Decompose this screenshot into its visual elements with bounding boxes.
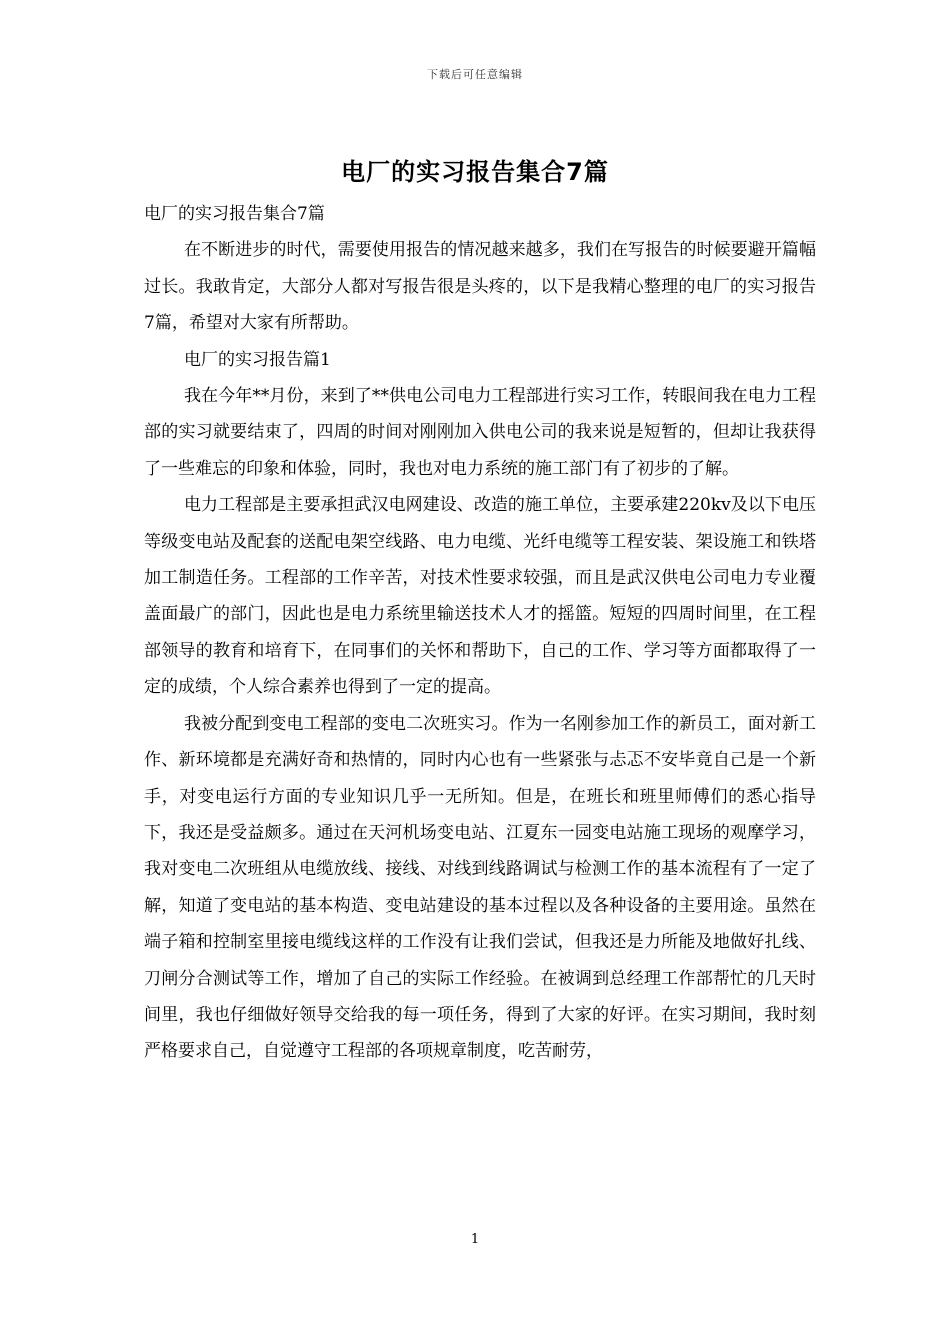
document-title: 电厂的实习报告集合7篇 [341,158,609,186]
paragraph: 电力工程部是主要承担武汉电网建设、改造的施工单位，主要承建220kv及以下电压等级变电站及配套的送配电架空线路、电力电缆、光纤电缆等工程安装、架设施工和铁塔加工制造任务。工程部的工作辛苦，对技术性要求较强，而且是武汉供电公司电力专业覆盖面最广的部门，因此也是电力系统里输送技术人才的摇篮。短短的四周时间里，在工程部领导的教育和培育下，在同事们的关怀和帮助下，自己的工作、学习等方面都取得了一定的成绩，个人综合素养也得到了一定的提高。 [144,495,816,698]
page-number: 1 [470,1232,480,1247]
paragraph-subtitle: 电厂的实习报告集合7篇 [144,204,325,224]
paragraph-section-heading: 电厂的实习报告篇1 [184,349,331,370]
paragraph: 我在今年**月份，来到了**供电公司电力工程部进行实习工作，转眼间我在电力工程部的实习就要结束了，四周的时间对刚刚加入供电公司的我来说是短暂的，但却让我获得了一些难忘的印象和体验，同时，我也对电力系统的施工部门有了初步的了解。 [144,386,816,479]
paragraph: 我被分配到变电工程部的变电二次班实习。作为一名刚参加工作的新员工，面对新工作、新环境都是充满好奇和热情的，同时内心也有一些紧张与忐忑不安毕竟自己是一个新手，对变电运行方面的专业知识几乎一无所知。但是，在班长和班里师傅们的悉心指导下，我还是受益颇多。通过在天河机场变电站、江夏东一园变电站施工现场的观摩学习，我对变电二次班组从电缆放线、接线、对线到线路调试与检测工作的基本流程有了一定了解，知道了变电站的基本构造、变电站建设的基本过程以及各种设备的主要用途。虽然在端子箱和控制室里接电缆线这样的工作没有让我们尝试，但我还是力所能及地做好扎线、刀闸分合测试等工作，增加了自己的实际工作经验。在被调到总经理工作部帮忙的几天时间里，我也仔细做好领导交给我的每一项任务，得到了大家的好评。在实习期间，我时刻严格要求自己，自觉遵守工程部的各项规章制度，吃苦耐劳， [144,713,816,1062]
paragraph-intro: 在不断进步的时代，需要使用报告的情况越来越多，我们在写报告的时候要避开篇幅过长。我敢肯定，大部分人都对写报告很是头疼的，以下是我精心整理的电厂的实习报告7篇，希望对大家有所帮助。 [144,240,816,334]
document-body [144,196,816,1070]
header-note: 下载后可任意编辑 [427,68,523,81]
